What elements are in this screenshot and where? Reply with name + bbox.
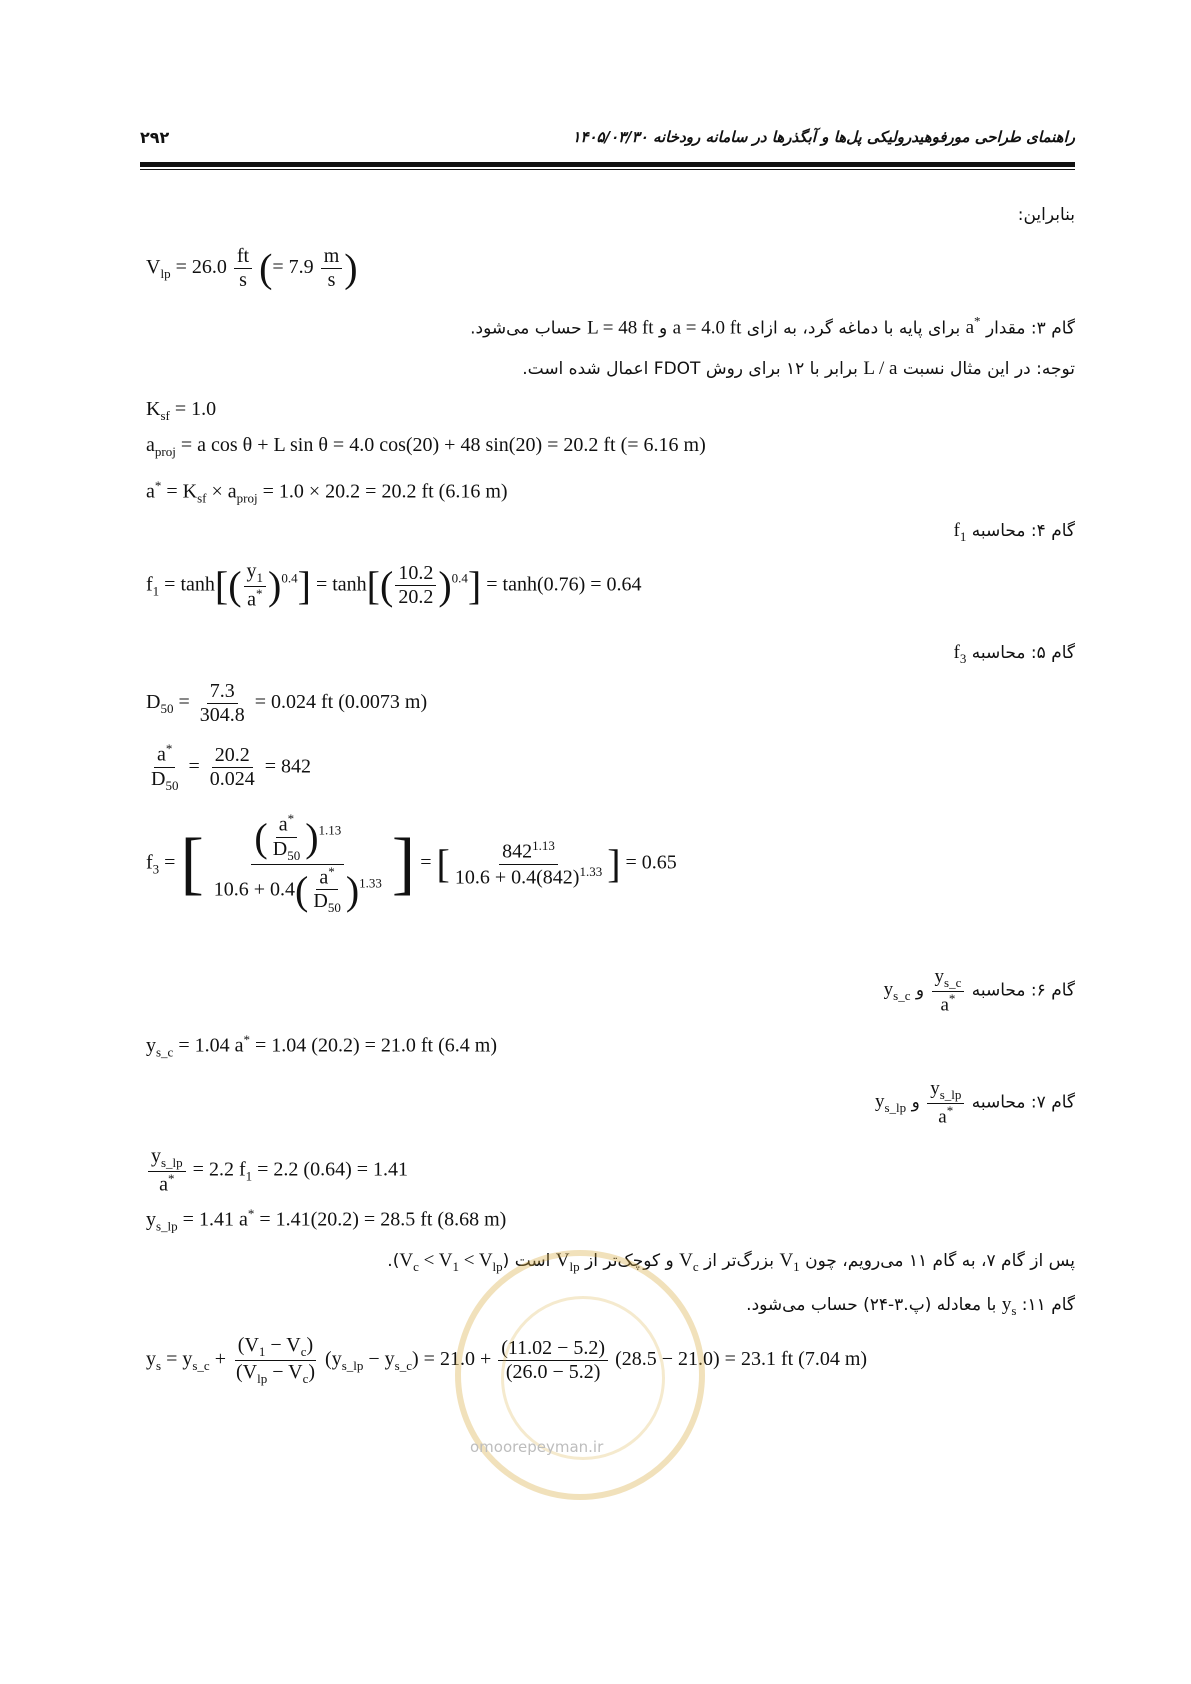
running-title: راهنمای طراحی مورفوهیدرولیکی پل‌ها و آبگذرها در سامانه رودخانه ۱۴۰۵/۰۳/۳۰ xyxy=(572,128,1075,146)
step11-text: گام ۱۱: $y_s$ با معادله (پ.۳-۲۴) حساب می‌شود. xyxy=(746,1294,1075,1318)
page-number: ۲۹۲ xyxy=(140,128,170,147)
equation-yslp: $y_{s\_lp} = 1.41$ a* = 1.41(20.2) = 28.5 ft (8.68 m) xyxy=(146,1206,507,1234)
step7-text: گام ۷: محاسبه $\frac{y_{s\_lp}}{a^*}$ و $y_{s\_lp}$ xyxy=(874,1078,1075,1128)
equation-vlp: $V_{lp} = 26.0$ $\frac{ft}{s}$ (= 7.9 $\frac{m}{s}$ ) xyxy=(146,245,358,291)
header-rule xyxy=(140,162,1075,167)
header-rule-thin xyxy=(140,169,1075,170)
equation-ksf: $K_{sf} = 1.0$ xyxy=(146,398,217,423)
watermark-seal xyxy=(455,1250,705,1500)
step5-text: گام ۵: محاسبه $f_3$ xyxy=(953,642,1075,666)
equation-ys: $y_s = y_{s\_c}$ + $\frac{(V_1 - V_c)}{(V_{lp} - V_c)}$ $(y_{s\_lp} - y_{s\_c}) = 21.0$ + $\frac{(11.02 - 5.2)}{(26.0 - 5.2)}$ (28.5 − 21.0) = 23.1 ft (7.04 m) xyxy=(146,1334,868,1386)
step4-text: گام ۴: محاسبه $f_1$ xyxy=(953,520,1075,544)
page-header xyxy=(140,128,1075,160)
equation-ratio: $\frac{a^*}{D_{50}}$ = $\frac{20.2}{0.024}$ = 842 xyxy=(151,741,312,793)
equation-ysc: $y_{s\_c} = 1.04$ a* = 1.04 (20.2) = 21.0 ft (6.4 m) xyxy=(146,1032,497,1060)
therefore-text: بنابراین: xyxy=(1017,205,1075,225)
equation-f3: $f_3$ = [ ( $\frac{a^*}{D_{50}}$ )$^{1.13}$ 10.6 + 0.4( $\frac{a^*}{D_{50}}$ )$^{1.33}$ ] = [ $\frac{842^{1.13}}{10.6 + 0.4(842)^{1.33}}$ ] = 0.65 xyxy=(146,811,677,916)
equation-f1: $f_1 = \tanh$[( $\frac{y_1}{a^*}$ )$^{0.4}$] = tanh[( $\frac{10.2}{20.2}$ )$^{0.4}$] = tanh(0.76) = 0.64 xyxy=(146,560,642,611)
equation-d50: $D_{50}$ = $\frac{7.3}{304.8}$ = 0.024 ft (0.0073 m) xyxy=(146,680,428,726)
note-text: توجه: در این مثال نسبت L / a برابر با ۱۲ برای روش FDOT اعمال شده است. xyxy=(522,358,1075,379)
watermark-text: omoorepeyman.ir xyxy=(470,1438,604,1456)
equation-astar: $a^* = K_{sf} \times a_{proj} = 1.0 \times 20.2 = 20.2$ ft (6.16 m) xyxy=(146,478,508,506)
after-step7-text: پس از گام ۷، به گام ۱۱ می‌رویم، چون $V_1$ بزرگ‌تر از $V_c$ و کوچک‌تر از $V_{lp}$ است $(V_c < V_1 < V_{lp})$. xyxy=(387,1250,1075,1274)
equation-yslp-ratio: $\frac{y_{s\_lp}}{a^*}$ = 2.2 $f_1 = 2.2$ (0.64) = 1.41 xyxy=(146,1145,408,1197)
step3-text: گام ۳: مقدار a* برای پایه با دماغه گرد، به ازای a = 4.0 ft و L = 48 ft حساب می‌شود. xyxy=(470,314,1075,339)
equation-aproj: $a_{proj} = a$ cos θ + L sin θ = 4.0 cos(20) + 48 sin(20) = 20.2 ft (= 6.16 m) xyxy=(146,434,706,459)
step6-text: گام ۶: محاسبه $\frac{y_{s\_c}}{a^*}$ و $y_{s\_c}$ xyxy=(883,966,1075,1016)
